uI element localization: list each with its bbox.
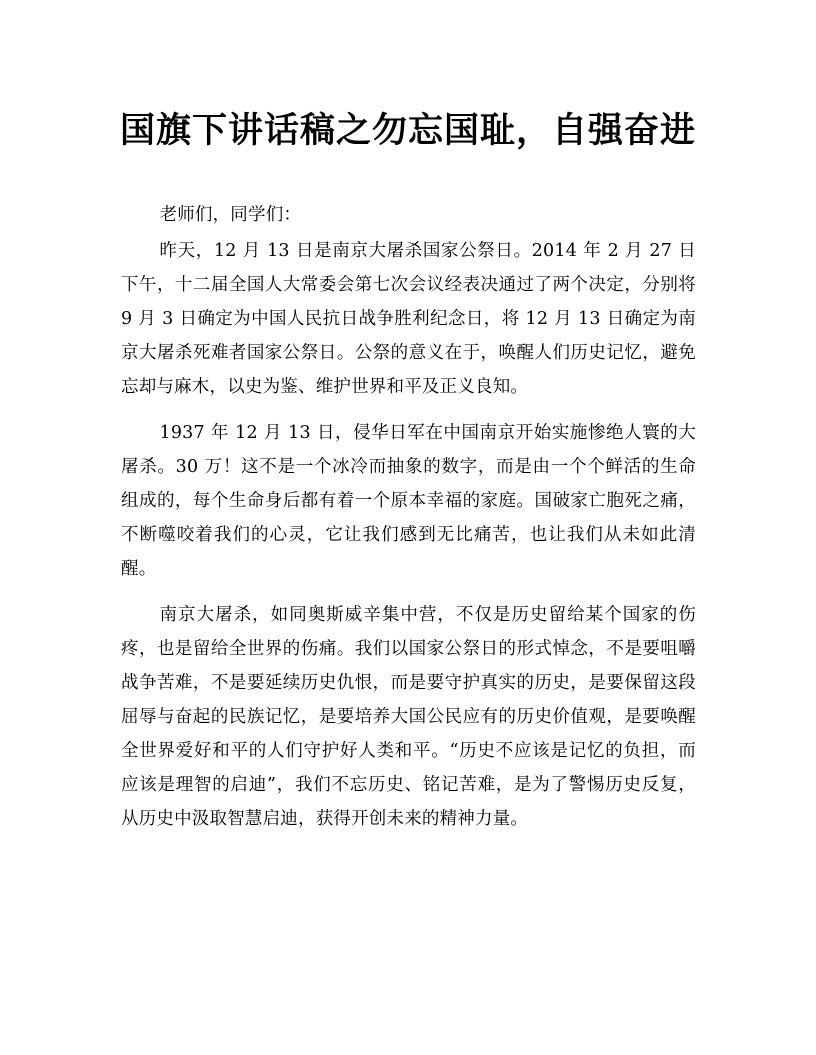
greeting: 老师们，同学们：: [159, 205, 302, 225]
paragraph-1: 昨天，12 月 13 日是南京大屠杀国家公祭日。2014 年 2 月 27 日下午，十二届全国人大常委会第七次会议经表决通过了两个决定，分别将 9 月 3 日确定为中国人民抗日战争胜利纪念日，将 12 月 13 日确定为南京大屠杀死难者国家公祭日。公祭的意义在于，唤醒人们历史记忆，避免忘却与麻木，以史为鉴、维护世界和平及正义良知。: [121, 241, 696, 397]
document-body: [121, 198, 696, 836]
paragraph-2: 1937 年 12 月 13 日，侵华日军在中国南京开始实施惨绝人寰的大屠杀。30 万！这不是一个冰冷而抽象的数字，而是由一个个鲜活的生命组成的，每个生命身后都有着一个原本幸福的家庭。国破家亡胞死之痛，不断噬咬着我们的心灵，它让我们感到无比痛苦，也让我们从未如此清醒。: [121, 423, 696, 579]
paragraph-3: 南京大屠杀，如同奥斯威辛集中营，不仅是历史留给某个国家的伤疼，也是留给全世界的伤痛。我们以国家公祭日的形式悼念，不是要咀嚼战争苦难，不是要延续历史仇恨，而是要守护真实的历史，是要保留这段屈辱与奋起的民族记忆，是要培养大国公民应有的历史价值观，是要唤醒全世界爱好和平的人们守护好人类和平。“历史不应该是记忆的负担，而应该是理智的启迪”，我们不忘历史、铭记苦难，是为了警惕历史反复，从历史中汲取智慧启迪，获得开创未来的精神力量。: [121, 605, 696, 829]
document-title: 国旗下讲话稿之勿忘国耻，自强奋进: [119, 110, 696, 151]
